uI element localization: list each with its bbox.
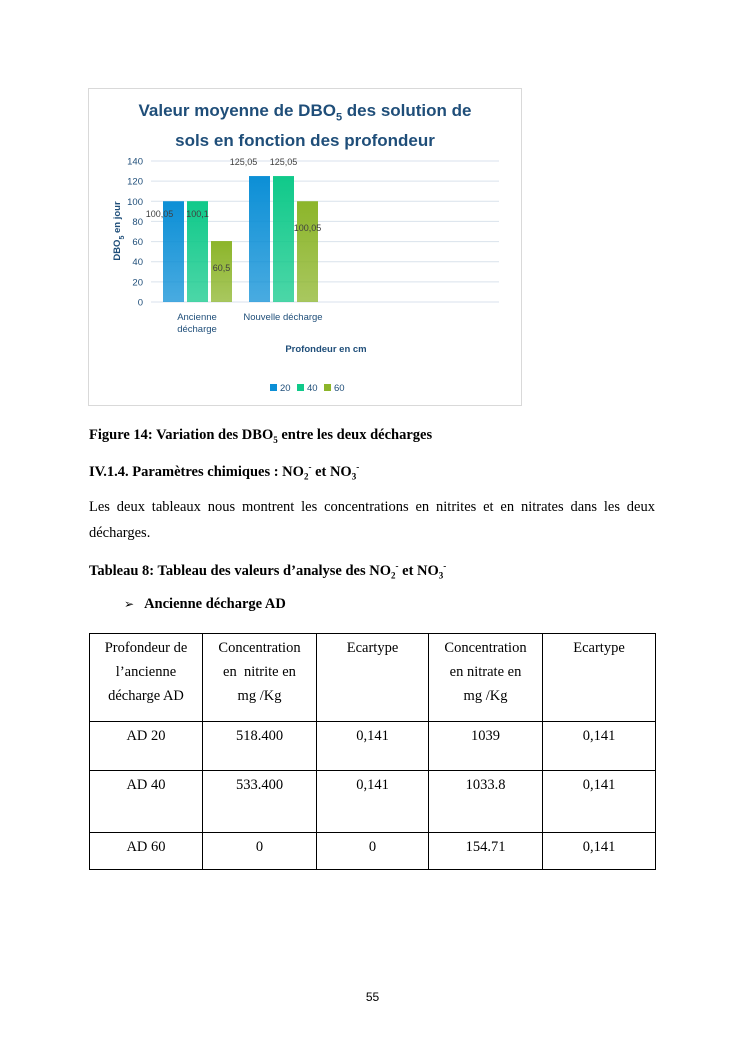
bar [249,176,270,302]
header-cell [203,634,317,722]
header-line: Ecartype [346,640,399,656]
chart-title-subscript: 5 [335,111,343,124]
y-tick-label: 80 [132,216,143,228]
header-line: Concentration [444,640,527,656]
x-category-label: Ancienne [177,312,217,323]
chart-container [88,88,522,406]
data-label: 100,05 [145,209,174,220]
table-row [90,771,656,833]
table-cell: 1033.8 [429,771,543,833]
legend-label: 20 [280,383,291,394]
table-cell: AD 40 [90,771,203,833]
table-caption-text: Tableau 8: Tableau des valeurs d’analyse des NO [89,562,392,579]
section-heading-text: et NO [311,463,352,480]
body-paragraph: Les deux tableaux nous montrent les concentrations en nitrites et en nitrates dans les deux décharges. [89,499,655,541]
chart-title-part: Valeur moyenne de DBO [138,101,336,120]
data-label: 125,05 [269,157,298,168]
table-caption [89,561,446,581]
table-cell: 533.400 [203,771,317,833]
caption-subscript: 3 [438,570,444,581]
legend-swatch [324,384,331,391]
header-line: l’ancienne [115,664,177,680]
caption-subscript: 2 [391,570,396,581]
heading-subscript: 2 [303,471,309,482]
data-label: 125,05 [229,157,258,168]
y-tick-label: 120 [127,176,143,188]
data-label: 60,5 [212,263,231,274]
bullet-label: Ancienne décharge AD [144,596,286,612]
table-header-row [90,634,656,722]
figure-caption-text: entre les deux décharges [277,427,433,443]
y-tick-label: 140 [127,156,143,168]
y-tick-label: 0 [137,297,143,309]
section-heading-text: IV.1.4. Paramètres chimiques : NO [89,463,304,480]
header-line: Ecartype [573,640,625,656]
y-tick-label: 20 [132,277,143,289]
x-axis-title: Profondeur en cm [285,344,367,355]
header-line: Profondeur de [104,640,188,656]
table-cell: 0 [203,833,317,870]
heading-superscript: - [356,462,360,472]
table-cell: 518.400 [203,722,317,771]
chart-title-part: des solution de [342,101,472,120]
chart-title-line2: sols en fonction des profondeur [175,131,435,151]
header-line: en nitrate en [449,664,522,680]
table-cell: AD 60 [90,833,203,870]
heading-superscript: - [308,462,312,472]
header-cell [90,634,203,722]
legend-swatch [270,384,277,391]
legend-label: 40 [307,383,318,394]
data-label: 100,1 [186,209,209,220]
figure-caption-subscript: 5 [273,434,278,445]
table-cell: 154.71 [429,833,543,870]
table-row [90,833,656,870]
data-label: 100,05 [293,223,322,234]
y-axis-title: $DBO_5$ en jour [112,201,126,261]
header-line: mg /Kg [237,688,282,704]
table-caption-text: et NO [398,562,439,579]
header-cell [317,634,429,722]
y-tick-label: 60 [132,237,143,249]
header-line: mg /Kg [463,688,508,704]
figure-caption [89,427,432,445]
x-category-label: Nouvelle décharge [243,312,323,323]
header-cell [543,634,656,722]
caption-superscript: - [395,561,399,571]
table-cell: 0,141 [543,771,656,833]
table-cell: 0 [317,833,429,870]
y-tick-label: 40 [132,257,143,269]
table-row [90,722,656,771]
bullet-item [124,596,286,613]
bar [273,176,294,302]
header-line: décharge AD [108,688,184,704]
legend-label: 60 [334,383,345,394]
table-cell: 0,141 [543,833,656,870]
legend-swatch [297,384,304,391]
heading-subscript: 3 [351,471,357,482]
table-cell: 0,141 [317,722,429,771]
table-cell: 0,141 [317,771,429,833]
nitrite-nitrate-table [89,633,656,870]
header-line: en nitrite en [223,664,296,680]
bar-chart [89,89,521,405]
figure-caption-text: Figure 14: Variation des DBO [89,427,274,443]
bar [297,201,318,302]
section-heading [89,462,359,482]
y-tick-label: 100 [127,196,143,208]
header-line: Concentration [218,640,301,656]
table-cell: AD 20 [90,722,203,771]
x-category-label: décharge [177,324,217,335]
page-number: 55 [365,990,380,1004]
header-cell [429,634,543,722]
table-cell: 1039 [429,722,543,771]
table-cell: 0,141 [543,722,656,771]
caption-superscript: - [443,561,447,571]
arrow-bullet-icon: ➢ [124,597,135,611]
